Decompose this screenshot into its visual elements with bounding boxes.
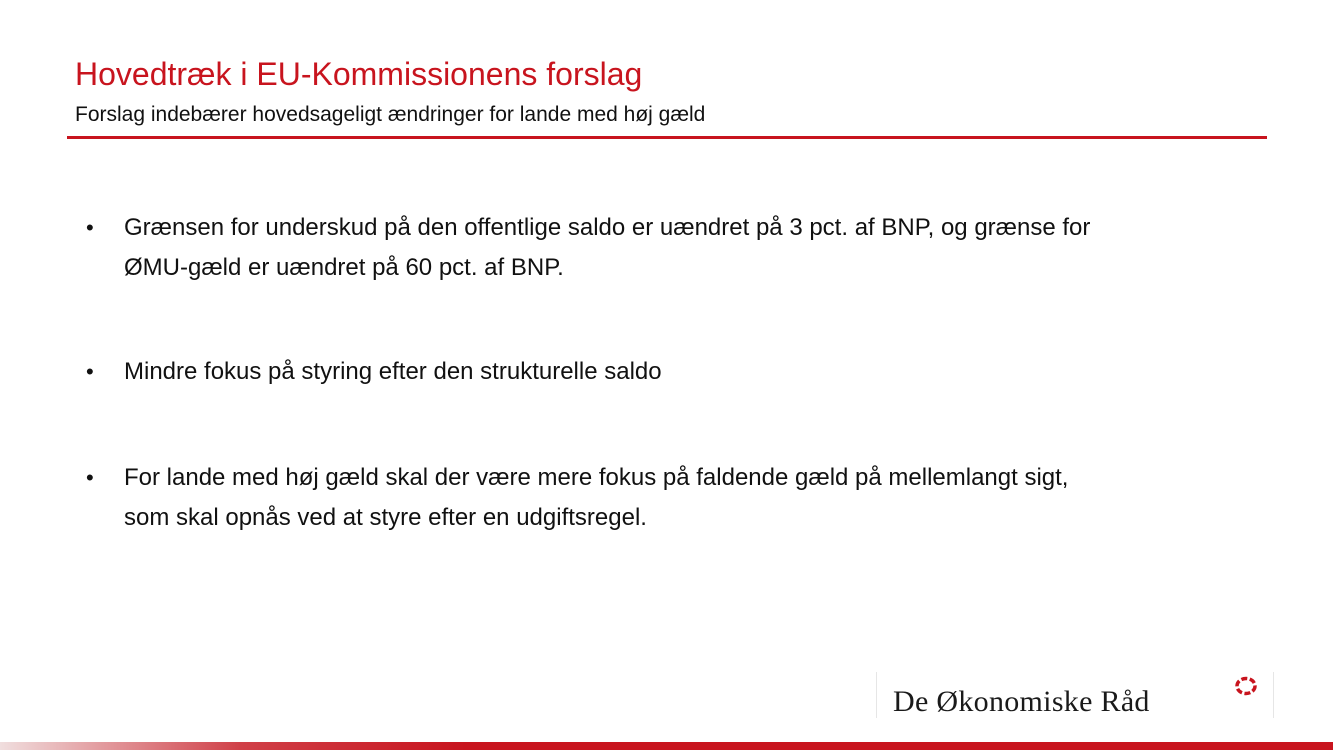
emblem-icon xyxy=(1235,676,1257,696)
organization-logo xyxy=(876,672,1274,718)
footer-accent-bar xyxy=(0,742,1333,750)
slide-title: Hovedtræk i EU-Kommissionens forslag xyxy=(75,56,643,92)
bullet-line: Mindre fokus på styring efter den strukturelle saldo xyxy=(124,358,662,385)
bullet-line: Grænsen for underskud på den offentlige saldo er uændret på 3 pct. af BNP, og grænse for xyxy=(124,214,1091,241)
bullet-text xyxy=(124,208,1274,288)
bullet-line: For lande med høj gæld skal der være mere fokus på faldende gæld på mellemlangt sigt, xyxy=(124,464,1069,491)
logo-text: De Økonomiske Råd xyxy=(893,685,1150,718)
bullet-line: som skal opnås ved at styre efter en udgiftsregel. xyxy=(124,504,647,531)
bullet-marker: • xyxy=(86,465,94,490)
bullet-text xyxy=(124,458,1274,538)
bullet-text xyxy=(124,352,1274,392)
title-divider xyxy=(67,136,1267,139)
bullet-marker: • xyxy=(86,359,94,384)
slide-subtitle: Forslag indebærer hovedsageligt ændringer for lande med høj gæld xyxy=(75,103,706,126)
bullet-line: ØMU-gæld er uændret på 60 pct. af BNP. xyxy=(124,254,564,281)
bullet-marker: • xyxy=(86,215,94,240)
